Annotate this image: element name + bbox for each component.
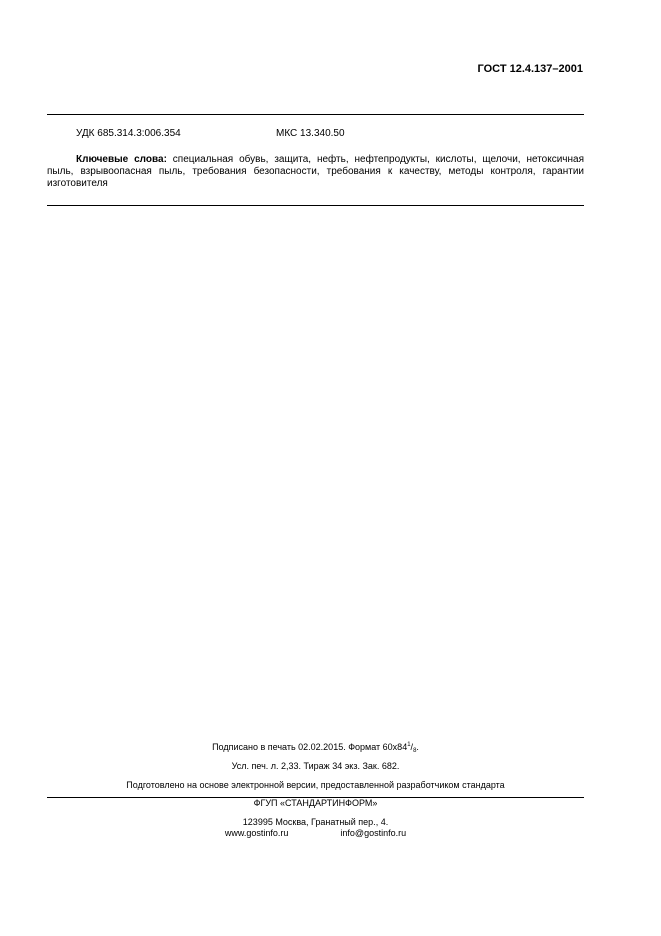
- publisher-address: 123995 Москва, Гранатный пер., 4.: [242, 817, 389, 827]
- format-denominator: 8: [413, 748, 417, 754]
- keywords-paragraph: [47, 154, 584, 190]
- signed-suffix: .: [416, 742, 419, 752]
- udk-code: УДК 685.314.3:006.354: [76, 128, 181, 139]
- website-link[interactable]: www.gostinfo.ru: [224, 828, 289, 838]
- keywords-label: Ключевые слова:: [76, 154, 167, 165]
- print-info: Усл. печ. л. 2,33. Тираж 34 экз. Зак. 682.: [231, 761, 400, 771]
- top-divider: [47, 114, 584, 115]
- prepared-note: Подготовлено на основе электронной версии, предоставленной разработчиком стандарта: [126, 780, 505, 790]
- standard-code: ГОСТ 12.4.137–2001: [477, 63, 583, 75]
- email-link[interactable]: info@gostinfo.ru: [340, 828, 407, 838]
- format-slash: /: [410, 742, 414, 752]
- mks-code: МКС 13.340.50: [276, 128, 345, 139]
- format-numerator: 1: [407, 742, 411, 748]
- publisher-name: ФГУП «СТАНДАРТИНФОРМ»: [253, 798, 378, 808]
- bottom-divider: [47, 205, 584, 206]
- signed-prefix: Подписано в печать 02.02.2015. Формат 60х84: [212, 742, 408, 752]
- keywords-text: специальная обувь, защита, нефть, нефтепродукты, кислоты, щелочи, нетоксичная пыль, взрывоопасная пыль, требования безопасности, требования к качеству, методы контроля, гарантии изготовителя: [47, 154, 585, 189]
- signed-line: [47, 742, 584, 754]
- contacts-line: [47, 828, 584, 838]
